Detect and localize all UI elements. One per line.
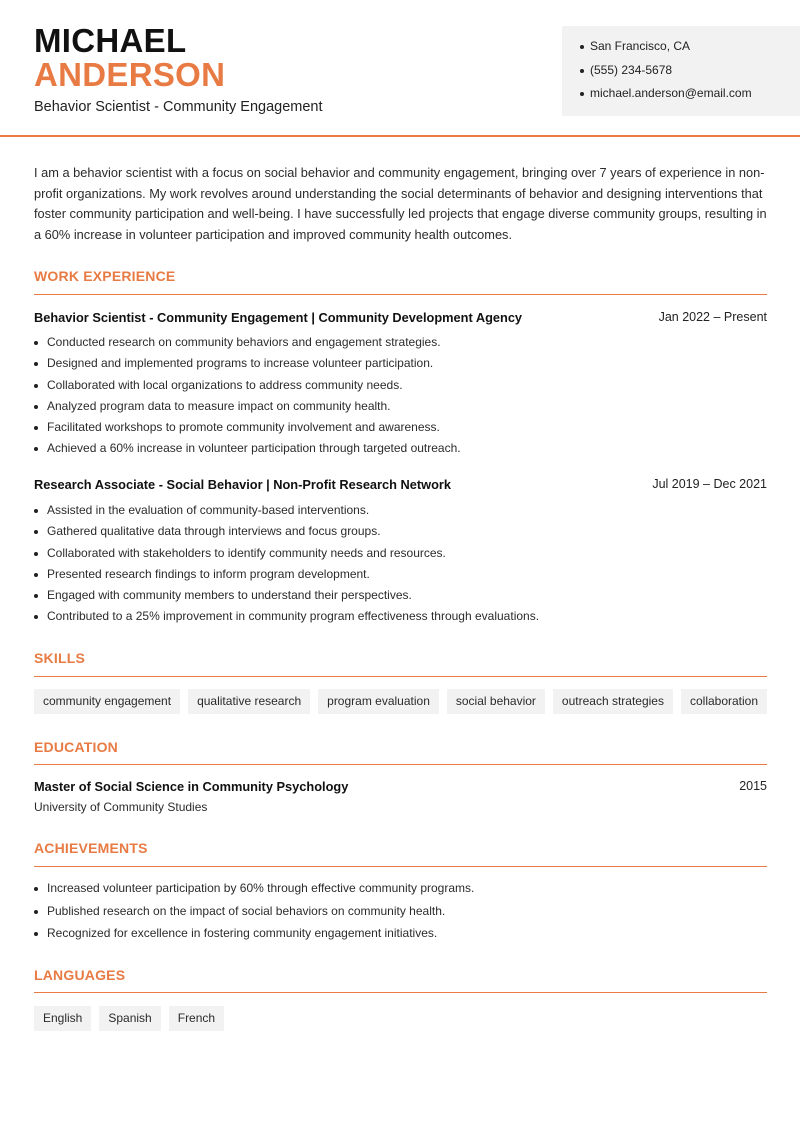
list-item-text: Collaborated with local organizations to address community needs. — [47, 377, 403, 392]
bullet-icon — [34, 530, 38, 534]
bullet-icon — [34, 509, 38, 513]
language-chip: English — [34, 1006, 91, 1031]
resume-header — [0, 0, 800, 137]
list-item-text: Presented research findings to inform program development. — [47, 566, 370, 581]
school-name: University of Community Studies — [34, 800, 208, 814]
job-dates: Jul 2019 – Dec 2021 — [652, 477, 767, 491]
list-item — [34, 441, 461, 462]
list-item-text: Achieved a 60% increase in volunteer participation through targeted outreach. — [47, 441, 461, 456]
job-dates: Jan 2022 – Present — [658, 310, 767, 324]
list-item — [34, 567, 539, 588]
section-divider — [34, 294, 767, 295]
job-role: Behavior Scientist - Community Engagement — [34, 99, 323, 115]
contact-email-text: michael.anderson@email.com — [590, 86, 752, 100]
job-title: Research Associate - Social Behavior | Non-Profit Research Network — [34, 477, 452, 492]
list-item-text: Published research on the impact of social behaviors on community health. — [47, 903, 446, 918]
bullet-icon — [34, 594, 38, 598]
list-item-text: Increased volunteer participation by 60% through effective community programs. — [47, 881, 475, 895]
list-item — [34, 524, 539, 545]
contact-box — [562, 26, 800, 116]
language-chip: Spanish — [99, 1006, 160, 1031]
language-chip: French — [169, 1006, 224, 1031]
skill-chip: collaboration — [681, 689, 767, 714]
list-item — [34, 420, 461, 441]
section-divider — [34, 764, 767, 765]
list-item-text: Conducted research on community behaviors and engagement strategies. — [47, 335, 441, 349]
list-item — [34, 881, 474, 904]
bullet-icon — [34, 341, 38, 345]
skill-chip: social behavior — [447, 689, 545, 714]
bullet-icon — [580, 92, 584, 96]
bullet-icon — [34, 405, 38, 409]
bullet-icon — [580, 45, 584, 49]
contact-location-text: San Francisco, CA — [590, 39, 691, 53]
list-item — [34, 588, 539, 609]
section-title-languages: LANGUAGES — [34, 967, 126, 983]
contact-phone — [580, 63, 800, 87]
list-item-text: Analyzed program data to measure impact on community health. — [47, 398, 391, 413]
languages-list — [34, 1006, 224, 1031]
list-item — [34, 503, 539, 524]
skill-chip: outreach strategies — [553, 689, 673, 714]
bullet-icon — [34, 887, 38, 891]
bullet-icon — [34, 426, 38, 430]
section-title-skills: SKILLS — [34, 650, 85, 666]
first-name: MICHAEL — [34, 22, 187, 59]
section-divider — [34, 676, 767, 677]
list-item-text: Designed and implemented programs to increase volunteer participation. — [47, 356, 434, 371]
list-item — [34, 335, 461, 356]
contact-phone-text: (555) 234-5678 — [590, 62, 673, 77]
bullet-icon — [34, 932, 38, 936]
list-item-text: Facilitated workshops to promote community involvement and awareness. — [47, 420, 440, 435]
bullet-icon — [34, 910, 38, 914]
section-title-achievements: ACHIEVEMENTS — [34, 840, 148, 856]
bullet-icon — [34, 573, 38, 577]
job-title: Behavior Scientist - Community Engagement | Community Development Agency — [34, 310, 523, 325]
section-title-work: WORK EXPERIENCE — [34, 268, 176, 284]
bullet-icon — [34, 384, 38, 388]
degree-title: Master of Social Science in Community Psychology — [34, 779, 349, 794]
list-item-text: Contributed to a 25% improvement in community program effectiveness through evaluations. — [47, 609, 540, 624]
last-name: ANDERSON — [34, 56, 226, 93]
list-item-text: Collaborated with stakeholders to identify community needs and resources. — [47, 545, 446, 560]
bullet-icon — [34, 447, 38, 451]
contact-location — [580, 39, 800, 63]
list-item — [34, 399, 461, 420]
job-bullets — [34, 503, 539, 631]
list-item — [34, 904, 474, 927]
section-divider — [34, 992, 767, 993]
section-title-education: EDUCATION — [34, 739, 118, 755]
bullet-icon — [580, 69, 584, 73]
bullet-icon — [34, 552, 38, 556]
skill-chip: community engagement — [34, 689, 180, 714]
list-item — [34, 546, 539, 567]
candidate-name — [34, 24, 225, 92]
contact-email — [580, 86, 800, 110]
job-bullets — [34, 335, 461, 463]
list-item-text: Recognized for excellence in fostering community engagement initiatives. — [47, 926, 438, 940]
summary-paragraph: I am a behavior scientist with a focus on social behavior and community engagement, bringing over 7 years of experience in non-profit organizations. My work revolves around understanding the social determinants of behavior and designing interventions that foster community participation and well-being. I have successfully led projects that engage diverse community groups, resulting in a 60% increase in volunteer participation and improved community health outcomes. — [34, 165, 767, 243]
list-item-text: Engaged with community members to understand their perspectives. — [47, 588, 412, 603]
skill-chip: program evaluation — [318, 689, 439, 714]
list-item — [34, 356, 461, 377]
section-divider — [34, 866, 767, 867]
bullet-icon — [34, 362, 38, 366]
list-item — [34, 609, 539, 630]
skill-chip: qualitative research — [188, 689, 310, 714]
achievements-list — [34, 881, 474, 949]
skills-list — [34, 689, 767, 714]
list-item-text: Gathered qualitative data through interviews and focus groups. — [47, 524, 381, 539]
list-item — [34, 926, 474, 949]
list-item — [34, 378, 461, 399]
degree-year: 2015 — [739, 779, 767, 793]
bullet-icon — [34, 615, 38, 619]
list-item-text: Assisted in the evaluation of community-based interventions. — [47, 503, 370, 517]
